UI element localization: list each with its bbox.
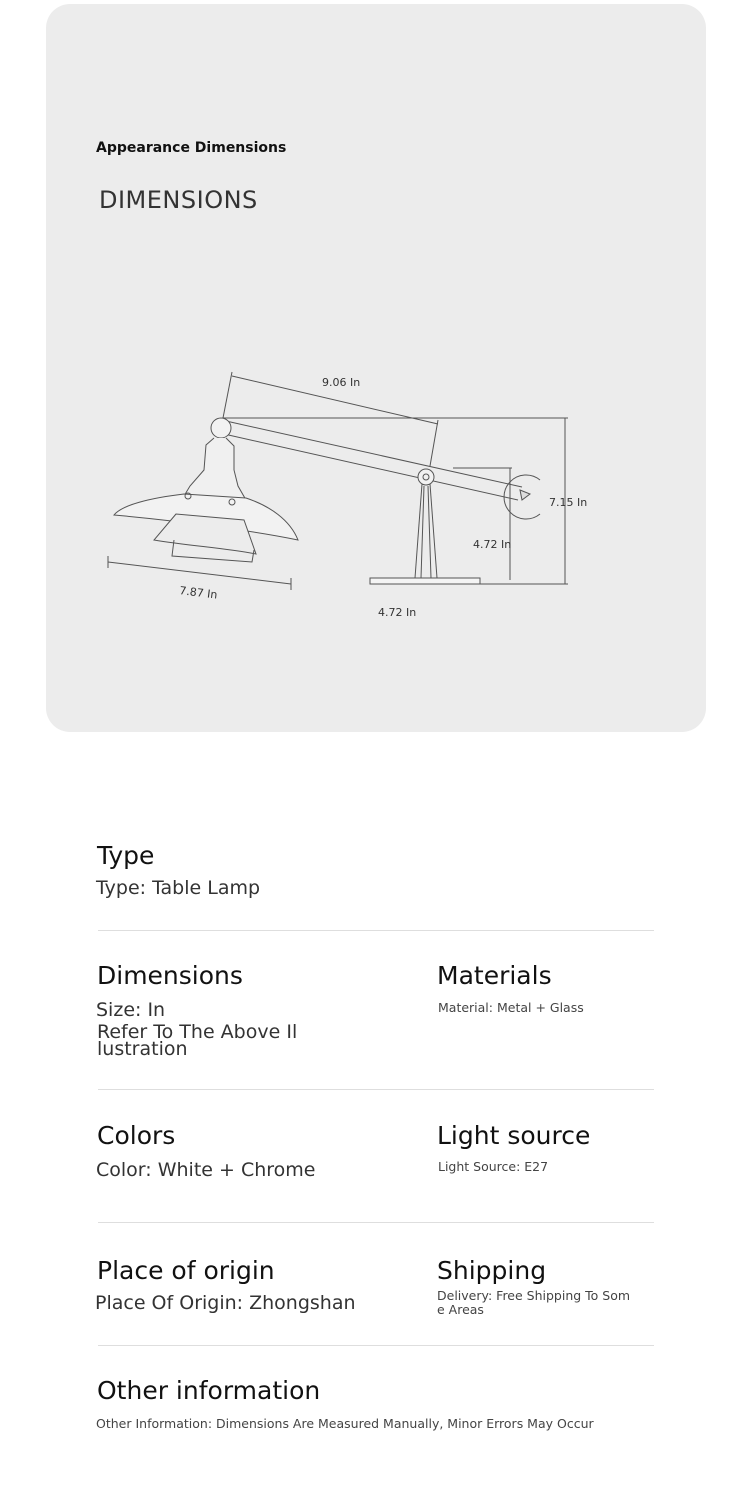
lamp-dimension-diagram: [0, 0, 750, 740]
other-information-value: Other Information: Dimensions Are Measured Manually, Minor Errors May Occur: [96, 1416, 594, 1431]
divider: [98, 930, 654, 931]
light-source-title: Light source: [437, 1121, 591, 1150]
light-source-value: Light Source: E27: [438, 1159, 549, 1174]
base-width-label: 4.72 In: [378, 606, 417, 619]
type-title: Type: [97, 841, 155, 870]
dimensions-spec-title: Dimensions: [97, 961, 243, 990]
colors-title: Colors: [97, 1121, 176, 1150]
shipping-title: Shipping: [437, 1256, 547, 1285]
type-value: Type: Table Lamp: [96, 877, 261, 899]
divider: [98, 1089, 654, 1090]
arm-length-label: 9.06 In: [322, 376, 361, 389]
shipping-value-line2: e Areas: [437, 1302, 484, 1317]
colors-value: Color: White + Chrome: [96, 1159, 316, 1181]
place-of-origin-title: Place of origin: [97, 1256, 275, 1285]
size-note-line1: Refer To The Above Il: [97, 1021, 298, 1043]
size-note-line2: lustration: [97, 1038, 188, 1060]
materials-value: Material: Metal + Glass: [438, 1000, 584, 1015]
base-height-label: 4.72 In: [473, 538, 512, 551]
shipping-value-line1: Delivery: Free Shipping To Som: [437, 1288, 631, 1303]
place-of-origin-value: Place Of Origin: Zhongshan: [95, 1292, 356, 1314]
appearance-dimensions-heading: Appearance Dimensions: [96, 140, 287, 156]
dimensions-title: DIMENSIONS: [99, 186, 258, 214]
height-label: 7.15 In: [549, 496, 588, 509]
shade-diameter-line: [108, 562, 291, 584]
other-information-title: Other information: [97, 1376, 321, 1405]
size-value: Size: In: [96, 999, 166, 1021]
divider: [98, 1345, 654, 1346]
divider: [98, 1222, 654, 1223]
materials-title: Materials: [437, 961, 552, 990]
shade-diameter-label: 7.87 In: [178, 584, 219, 602]
